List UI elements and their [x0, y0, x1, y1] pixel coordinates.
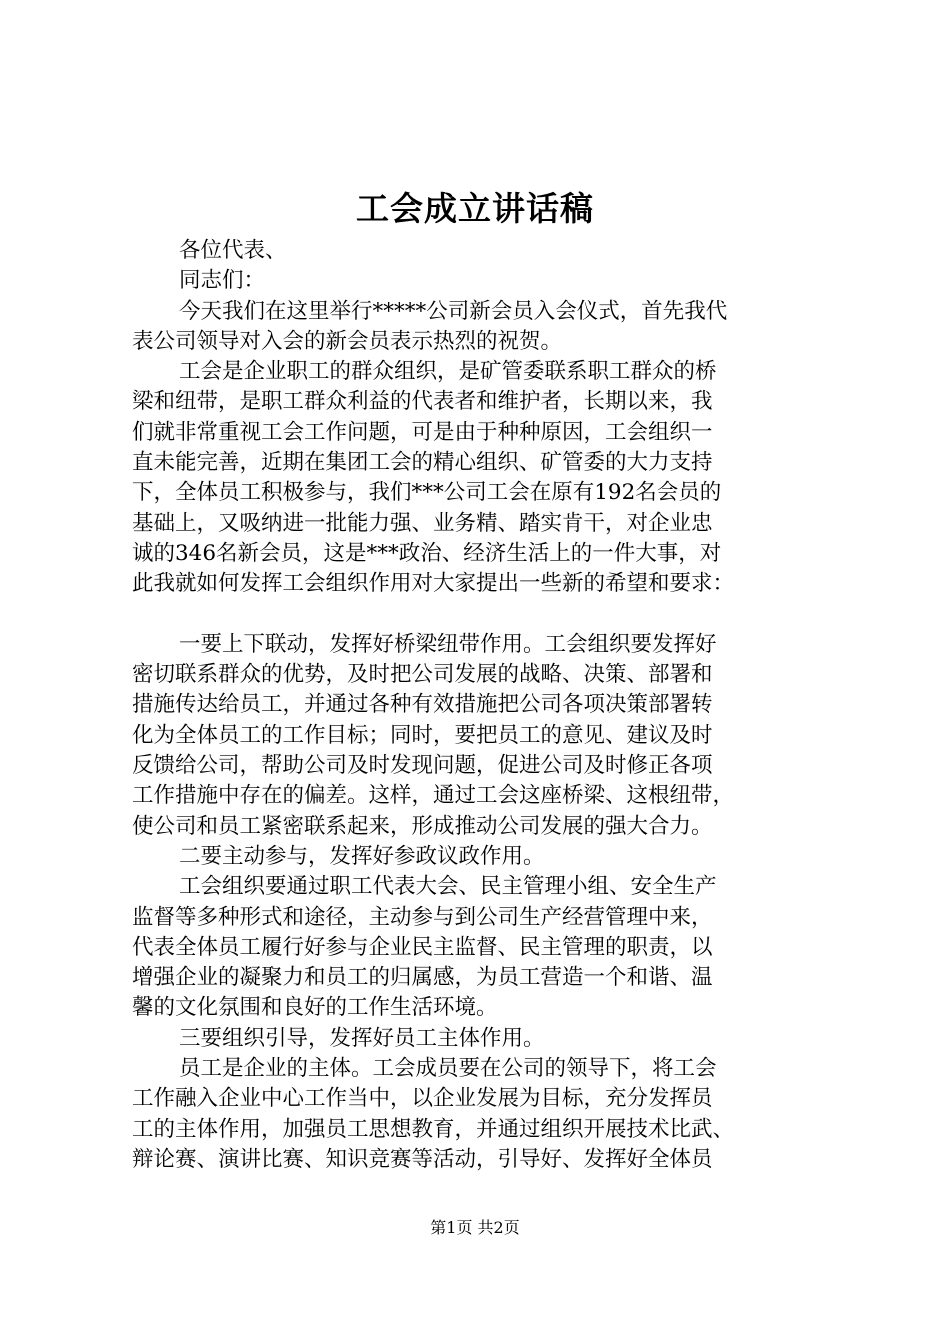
body-line: 各位代表、 — [179, 238, 287, 263]
body-line: 代表全体员工履行好参与企业民主监督、民主管理的职责，以 — [132, 934, 713, 960]
body-line: 工会组织要通过职工代表大会、民主管理小组、安全生产 — [179, 874, 717, 900]
body-line: 措施传达给员工，并通过各种有效措施把公司各项决策部署转 — [132, 692, 713, 718]
body-line: 辩论赛、演讲比赛、知识竞赛等活动，引导好、发挥好全体员 — [132, 1146, 713, 1172]
body-line: 员工是企业的主体。工会成员要在公司的领导下，将工会 — [179, 1056, 717, 1082]
document-body — [132, 236, 832, 1175]
document-title: 工会成立讲话稿 — [356, 189, 594, 228]
body-line: 同志们： — [179, 268, 266, 294]
body-line: 直未能完善，近期在集团工会的精心组织、矿管委的大力支持 — [132, 450, 713, 476]
body-line: 工的主体作用，加强员工思想教育，并通过组织开展技术比武、 — [132, 1116, 735, 1142]
body-line: 化为全体员工的工作目标；同时，要把员工的意见、建议及时 — [132, 722, 713, 748]
body-line: 监督等多种形式和途径，主动参与到公司生产经营管理中来， — [132, 904, 713, 930]
body-line: 梁和纽带，是职工群众利益的代表者和维护者，长期以来，我 — [132, 389, 713, 415]
body-line: 诚的346名新会员，这是***政治、经济生活上的一件大事，对 — [132, 540, 722, 566]
body-line: 密切联系群众的优势，及时把公司发展的战略、决策、部署和 — [132, 662, 713, 688]
blank-line — [132, 600, 832, 630]
body-line: 工会是企业职工的群众组织，是矿管委联系职工群众的桥 — [179, 359, 717, 385]
body-line: 二要主动参与，发挥好参政议政作用。 — [179, 843, 545, 869]
page-footer: 第1页 共2页 — [430, 1218, 520, 1237]
body-line: 此我就如何发挥工会组织作用对大家提出一些新的希望和要求： — [132, 571, 735, 597]
body-line: 表公司领导对入会的新会员表示热烈的祝贺。 — [132, 328, 563, 354]
body-line: 下，全体员工积极参与，我们***公司工会在原有192名会员的 — [132, 480, 722, 506]
body-line: 使公司和员工紧密联系起来，形成推动公司发展的强大合力。 — [132, 813, 713, 839]
body-line: 基础上，又吸纳进一批能力强、业务精、踏实肯干，对企业忠 — [132, 510, 713, 536]
body-line: 三要组织引导，发挥好员工主体作用。 — [179, 1025, 545, 1051]
body-line: 工作措施中存在的偏差。这样，通过工会这座桥梁、这根纽带， — [132, 783, 735, 809]
body-line: 一要上下联动，发挥好桥梁纽带作用。工会组织要发挥好 — [179, 631, 717, 657]
body-line: 增强企业的凝聚力和员工的归属感，为员工营造一个和谐、温 — [132, 965, 713, 991]
body-line: 工作融入企业中心工作当中，以企业发展为目标，充分发挥员 — [132, 1086, 713, 1112]
body-line: 们就非常重视工会工作问题，可是由于种种原因，工会组织一 — [132, 419, 713, 445]
body-line: 馨的文化氛围和良好的工作生活环境。 — [132, 995, 498, 1021]
body-line: 今天我们在这里举行*****公司新会员入会仪式，首先我代 — [179, 298, 728, 324]
body-line: 反馈给公司，帮助公司及时发现问题，促进公司及时修正各项 — [132, 753, 713, 779]
